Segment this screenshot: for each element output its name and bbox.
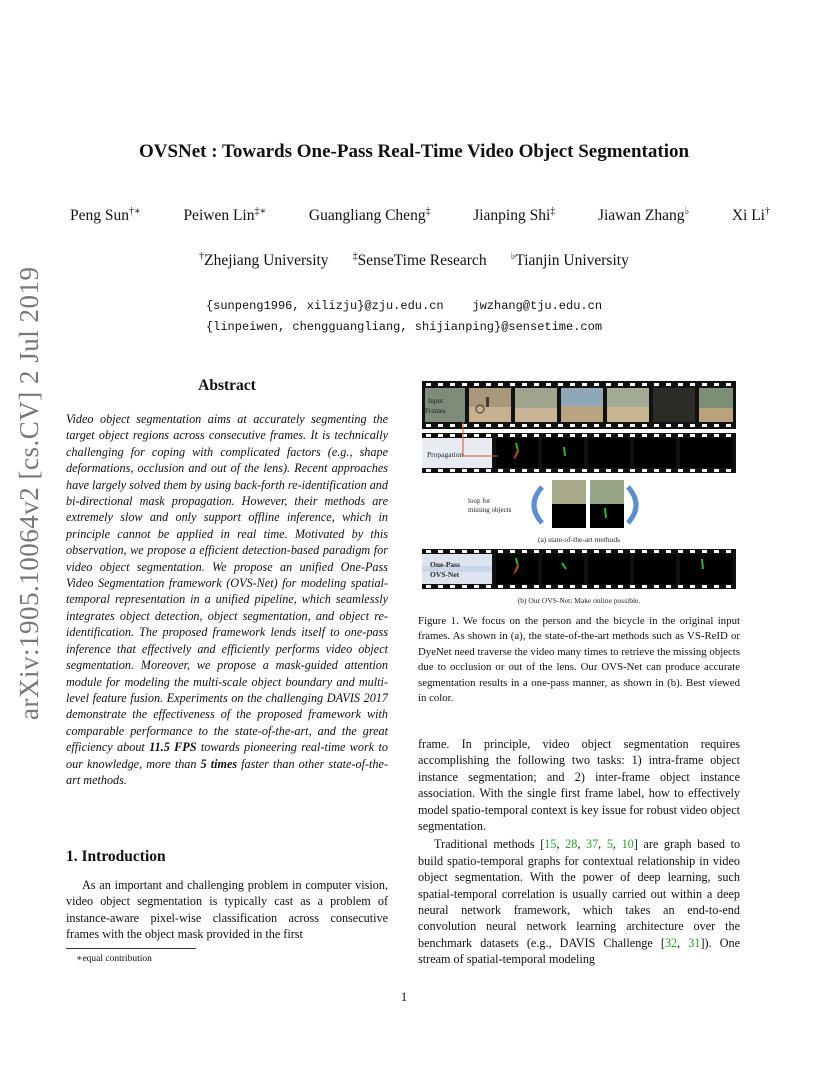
citation[interactable]: 28 (565, 837, 578, 852)
footnote: ∗equal contribution (76, 954, 152, 964)
fig-label-propagation: Propagation (427, 450, 464, 459)
propagation-filmstrip (422, 433, 736, 473)
onepass-filmstrip (422, 549, 736, 589)
author: Xi Li† (731, 206, 770, 225)
arxiv-identifier: arXiv:1905.10064v2 [cs.CV] 2 Jul 2019 (14, 266, 44, 720)
email-line: {linpeiwen, chengguangliang, shijianping}@sensetime.com (205, 320, 603, 334)
author: Peng Sun†∗ (70, 206, 141, 225)
figure-1 (418, 377, 740, 609)
citation[interactable]: 31 (688, 935, 701, 950)
fig-label-missing: missing objects (468, 506, 512, 514)
fig-label-ovsnet: OVS-Net (430, 570, 460, 579)
input-filmstrip (422, 381, 736, 429)
citation[interactable]: 37 (585, 837, 599, 852)
fig-subcaption-a: (a) state-of-the-art methods (537, 535, 621, 544)
fig-label-input: Input (428, 397, 443, 405)
paragraph: Traditional methods [15, 28, 37, 5, 10] are graph based to build spatio-temporal graphs for contextual relationship in video object segmentation. With the power of deep learning, such spatial-temporal correlation is usually carried out within a deep neural network framework, which takes an end-to-end convolution neural network learning architecture over the benchmark datasets (e.g., DAVIS Challenge [32, 31]). One stream of spatial-temporal modeling (418, 837, 741, 967)
citation[interactable]: 10 (621, 837, 634, 852)
citation[interactable]: 5 (606, 837, 613, 852)
fig-label-loop: loop for (468, 497, 491, 505)
right-column-text (418, 736, 740, 968)
abstract-heading: Abstract (198, 377, 256, 394)
intro-paragraph: As an important and challenging problem in computer vision, video object segmentation is typically cast as a problem of instance-aware pixel-wise classification across consecutive frames with the object mask provided in the first (66, 878, 388, 942)
email-block (0, 296, 808, 338)
author: Jiawan Zhang♭ (597, 206, 690, 225)
affiliation-list (0, 251, 828, 270)
fig-label-frames: Frames (425, 407, 446, 415)
affiliation: †Zhejiang University (199, 251, 329, 270)
footnote-rule (66, 948, 196, 949)
abstract-text: Video object segmentation aims at accurately segmenting the target object regions across consecutive frames. It is technically challenging for coping with complicated factors (e.g., shape deformations, occlusion and out of the lens). Recent approaches have largely solved them by using back-forth re-identification and bi-directional mask propagation. However, their methods are extremely slow and only support offline inference, which in principle cannot be applied in real time. Motivated by this observation, we propose a efficient detection-based paradigm for video object segmentation. We propose an unified One-Pass Video Segmentation framework (OVS-Net) for modeling spatial-temporal representation in a unified pipeline, which seamlessly integrates object detection, object segmentation, and object re-identification. The proposed framework lends itself to one-pass inference that effectively and efficiently performs video object segmentation. Moreover, we propose a mask-guided attention module for modeling the multi-scale object boundary and multi-level feature fusion. Experiments on the challenging DAVIS 2017 demonstrate the effectiveness of the proposed framework with comparable performance to the state-of-the-art, and the great efficiency about 11.5 FPS towards pioneering real-time work to our knowledge, more than 5 times faster than other state-of-the-art methods. (66, 412, 388, 787)
section-heading: 1. Introduction (66, 848, 166, 865)
paper-title: OVSNet : Towards One-Pass Real-Time Video Object Segmentation (138, 141, 690, 162)
fig-label-onepass: One-Pass (430, 560, 460, 569)
author-list (70, 206, 770, 225)
email-line: {sunpeng1996, xilizju}@zju.edu.cn jwzhang@tju.edu.cn (205, 299, 603, 313)
fig-subcaption-b: (b) Our OVS-Net: Make online possible. (517, 596, 641, 605)
author: Guangliang Cheng‡ (308, 206, 431, 225)
citation[interactable]: 15 (544, 837, 557, 852)
page-number: 1 (400, 990, 408, 1004)
affiliation: ‡SenseTime Research (352, 251, 487, 270)
author: Peiwen Lin‡∗ (183, 206, 267, 225)
figure-caption: Figure 1. We focus on the person and the bicycle in the original input frames. As shown in (a), the state-of-the-art methods such as VS-ReID or DyeNet need traverse the video many times to retrieve the missing objects due to occlusion or out of the lens. Our OVS-Net can produce accurate segmentation results in a one-pass manner, as shown in (b). Best viewed in color. (418, 615, 740, 705)
citation[interactable]: 32 (664, 935, 678, 950)
author: Jianping Shi‡ (473, 206, 556, 225)
paragraph: frame. In principle, video object segmentation requires accomplishing the following two tasks: 1) intra-frame object instance segmentation; and 2) inter-frame object instance association. With the single first frame label, how to effectively model spatio-temporal context is key issue for robust video object segmentation. (418, 737, 740, 834)
affiliation: ♭Tianjin University (510, 251, 629, 270)
